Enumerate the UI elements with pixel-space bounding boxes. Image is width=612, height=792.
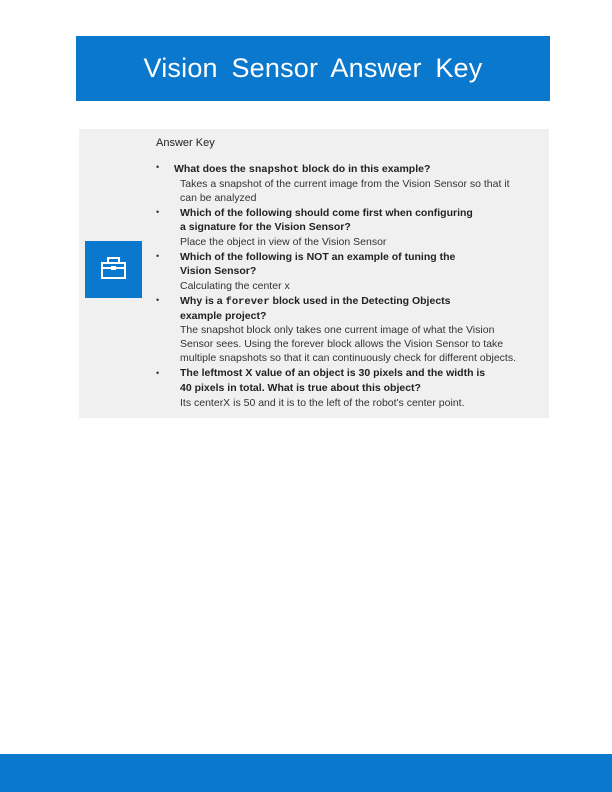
answer-5-line-1: Its centerX is 50 and it is to the left of the robot's center point. bbox=[180, 397, 465, 409]
page-title: Vision Sensor Answer Key bbox=[143, 53, 483, 83]
answer-1-line-1: Takes a snapshot of the current image from the Vision Sensor so that it bbox=[180, 178, 510, 190]
question-5-line-2: 40 pixels in total. What is true about this object? bbox=[180, 382, 421, 394]
answer-4-line-3: multiple snapshots so that it can continuously check for different objects. bbox=[180, 352, 516, 364]
bullet-icon: • bbox=[156, 368, 160, 378]
bullet-icon: • bbox=[156, 251, 160, 261]
question-2-line-2: a signature for the Vision Sensor? bbox=[180, 221, 351, 233]
question-1-text-end: block do in this example? bbox=[299, 163, 431, 175]
section-heading: Answer Key bbox=[156, 137, 215, 149]
bullet-icon: • bbox=[156, 295, 160, 305]
answer-1-line-2: can be analyzed bbox=[180, 192, 257, 204]
snapshot-code: snapshot bbox=[248, 164, 300, 176]
question-1 bbox=[174, 162, 430, 177]
question-4-line-1 bbox=[180, 294, 451, 309]
question-1-text: What does the bbox=[174, 163, 249, 175]
answer-4-line-1: The snapshot block only takes one current image of what the Vision bbox=[180, 324, 495, 336]
question-2-line-1: Which of the following should come first when configuring bbox=[180, 207, 473, 219]
question-3-line-2: Vision Sensor? bbox=[180, 265, 257, 277]
question-4-text-end: block used in the Detecting Objects bbox=[269, 295, 451, 307]
answer-3-line-1: Calculating the center x bbox=[180, 280, 290, 292]
question-3-line-1: Which of the following is NOT an example of tuning the bbox=[180, 251, 456, 263]
forever-code: forever bbox=[225, 296, 270, 308]
answer-2-line-1: Place the object in view of the Vision Sensor bbox=[180, 236, 387, 248]
bullet-icon: • bbox=[156, 162, 160, 172]
answer-4-line-2: Sensor sees. Using the forever block allows the Vision Sensor to take bbox=[180, 338, 504, 350]
footer-bar bbox=[0, 754, 612, 792]
question-5-line-1: The leftmost X value of an object is 30 pixels and the width is bbox=[180, 367, 486, 379]
question-4-text: Why is a bbox=[180, 295, 226, 307]
bullet-icon: • bbox=[156, 207, 160, 217]
question-4-line-2: example project? bbox=[180, 310, 267, 322]
